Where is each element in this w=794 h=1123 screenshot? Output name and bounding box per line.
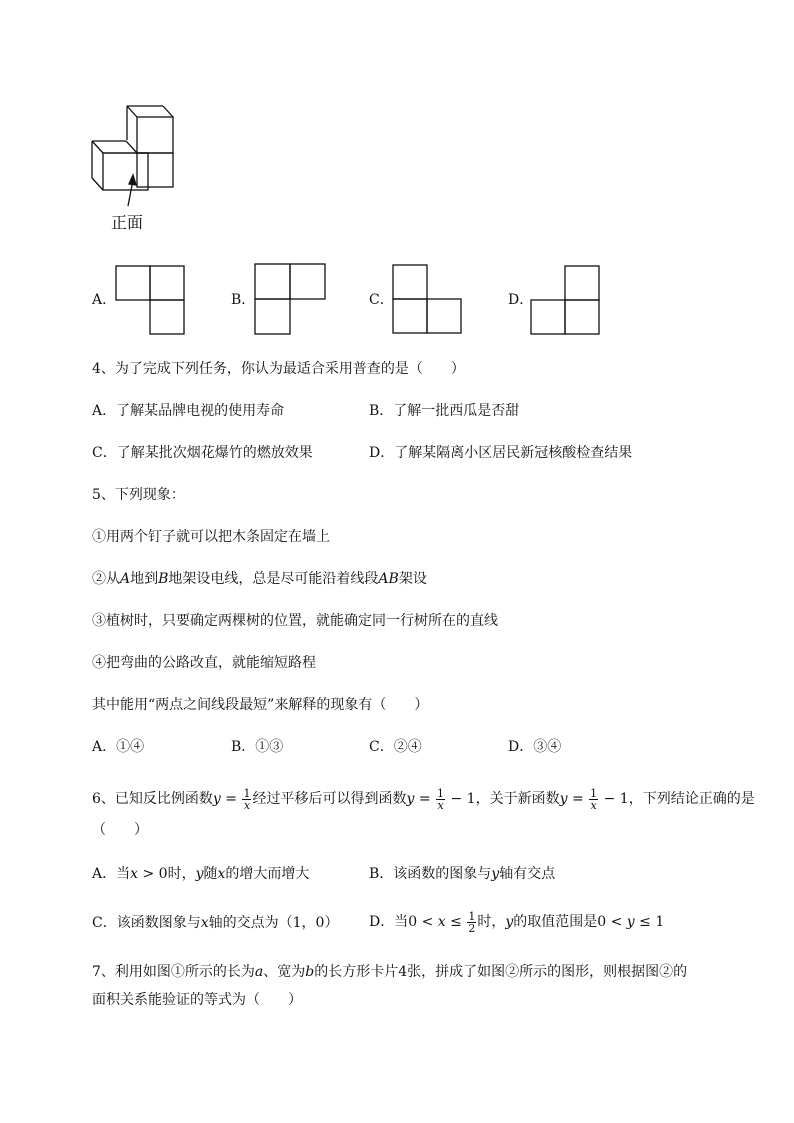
- q4-stem: 4、为了完成下列任务，你认为最适合采用普查的是（ ）: [92, 361, 465, 377]
- q5-question: 其中能用“两点之间线段最短”来解释的现象有（ ）: [92, 697, 429, 713]
- fraction-1-over-x: $\frac{1}{x}$: [437, 786, 445, 812]
- q5-option-b[interactable]: B．①③: [231, 739, 284, 755]
- q5-stem: 5、下列现象：: [92, 487, 185, 503]
- q5-item-1: ①用两个钉子就可以把木条固定在墙上: [92, 529, 330, 545]
- q5-item-2: ②从A地到B地架设电线，总是尽可能沿着线段AB架设: [92, 571, 427, 587]
- q3-option-c-label[interactable]: C．: [369, 292, 394, 308]
- q7-stem-line1: 7、利用如图①所示的长为a、宽为b的长方形卡片4张，拼成了如图②所示的图形，则根据图②的: [92, 964, 688, 980]
- fraction-1-over-x: $\frac{1}{x}$: [590, 786, 598, 812]
- q5-option-a[interactable]: A．①④: [92, 739, 145, 755]
- q5-option-d[interactable]: D．③④: [508, 739, 562, 755]
- q4-option-a[interactable]: A．了解某品牌电视的使用寿命: [92, 403, 285, 419]
- q3-option-d-label[interactable]: D．: [508, 292, 534, 308]
- q5-item-4: ④把弯曲的公路改直，就能缩短路程: [92, 655, 316, 671]
- q4-option-d[interactable]: D．了解某隔离小区居民新冠核酸检查结果: [369, 445, 633, 461]
- q6-option-d[interactable]: D．当0 < x ≤ $\frac{1}{2}$ 时，y的取值范围是0 < y ≤ 1: [369, 909, 665, 935]
- fraction-1-over-2: $\frac{1}{2}$: [468, 909, 476, 935]
- q6-stem-line2: （ ）: [92, 822, 148, 838]
- q3-option-b-label[interactable]: B．: [231, 292, 256, 308]
- fraction-1-over-x: $\frac{1}{x}$: [243, 786, 251, 812]
- q5-option-c[interactable]: C．②④: [369, 739, 422, 755]
- q4-option-c[interactable]: C．了解某批次烟花爆竹的燃放效果: [92, 445, 313, 461]
- q3-option-d-view[interactable]: [0, 0, 794, 360]
- q3-option-a-label[interactable]: A．: [92, 292, 117, 308]
- q6-option-b[interactable]: B．该函数的图象与y轴有交点: [369, 866, 556, 882]
- q4-option-b[interactable]: B．了解一批西瓜是否甜: [369, 403, 520, 419]
- q7-stem-line2: 面积关系能验证的等式为（ ）: [92, 992, 302, 1008]
- front-label: 正面: [111, 213, 144, 232]
- q5-item-3: ③植树时，只要确定两棵树的位置，就能确定同一行树所在的直线: [92, 613, 498, 629]
- q6-option-c[interactable]: C．该函数图象与x轴的交点为（1，0）: [92, 915, 339, 931]
- q6-option-a[interactable]: A．当x > 0时，y随x的增大而增大: [92, 866, 310, 882]
- q6-stem-line1: 6、已知反比例函数y = $\frac{1}{x}$ 经过平移后可以得到函数y = $\frac{1}{x}$ − 1，关于新函数y = $\frac{1}{x}$ − 1，下列结论正确的是: [92, 786, 755, 812]
